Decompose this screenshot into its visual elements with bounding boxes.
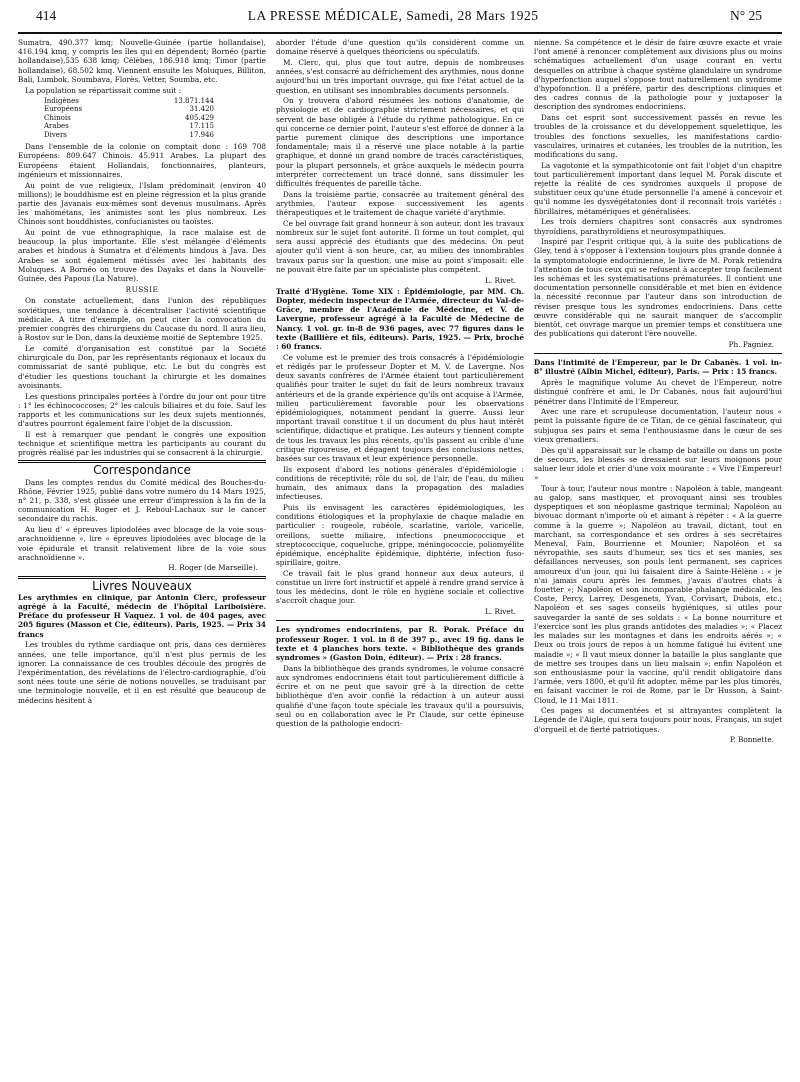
page-header <box>18 8 782 30</box>
paragraph: aborder l'étude d'une question qu'ils considèrent comme un domaine réservé à quelques théoriciens ou spéculatifs. <box>276 38 524 57</box>
section-title-livres-nouveaux: Livres Nouveaux <box>92 578 192 593</box>
section-divider <box>276 620 524 621</box>
table-row <box>44 122 214 131</box>
paragraph: Au point de vue religieux, l'Islam prédominait (environ 40 millions); le bouddhisme est en pleine régression et la plus grande partie des Javanais eux-mêmes sont devenus musulmans. Après les mahométans, les animistes sont les plus nombreux. Les Chinois sont bouddhistes, confucianistes ou taoïstes. <box>18 180 266 227</box>
signature: Ph. Pagniez. <box>728 340 774 349</box>
column-2 <box>276 38 524 747</box>
table-row <box>44 105 214 114</box>
population-table <box>44 97 214 140</box>
book-entry-heading: Les syndromes endocriniens, par R. Porak. Préface du professeur Roger. 1 vol. in 8 de 397 p., avec 19 fig. dans le texte et 4 planches hors texte. « Bibliothèque des grands syndromes » (Gaston Doin, éditeur). — Prix : 28 francs. <box>276 625 524 662</box>
book-entry-heading: Traité d'Hygiène. Tome XIX : Épidémiologie, par MM. Ch. Dopter, médecin inspecteur de l'Armée, directeur du Val-de-Grâce, membre de l'Académie de Médecine, et V. de Lavergne, professeur agrégé à la Faculté de Médecine de Nancy. 1 vol. gr. in-8 de 936 pages, avec 77 figures dans le texte (Baillière et fils, éditeurs). Paris, 1925. — Prix, broché : 60 francs. <box>276 286 524 351</box>
table-cell: 13.871.144 <box>173 96 214 105</box>
paragraph: M. Clerc, qui, plus que tout autre, depuis de nombreuses années, s'est consacré au défrichement des arythmies, nous donne aujourd'hui un très important ouvrage, qui fixe l'état actuel de la question, en utilisant ses innombrables documents personnels. <box>276 57 524 95</box>
header-rule <box>18 32 782 34</box>
table-cell: 31.420 <box>189 105 214 114</box>
paragraph: Ce volume est le premier des trois consacrés à l'épidémiologie et rédigés par le professeur Dopter et M. V. de Lavergne. Nos deux savants confrères de l'Armée étaient tout particulièrement qualifiés pour traiter le sujet du fait de leurs nombreux travaux antérieurs et de la grande expérience qu'ils ont acquise à l'Armée, milieu particulièrement favorable pour les observations épidémiologiques, notamment pendant la guerre. Aussi leur important travail constitue t il un document du plus haut intérêt scientifique, didactique et pratique. Les auteurs y tiennent compte de tous les travaux les plus récents, qu'ils passent au crible d'une critique rigoureuse, et dégagent toujours des conclusions nettes, basées sur ces travaux et leur expérience personnelle. <box>276 352 524 463</box>
signature: L. Rivet. <box>484 275 516 285</box>
paragraph: Dès qu'il apparaissait sur le champ de bataille ou dans un poste de secours, les blessés se dressaient sur leurs moignons pour saluer leur idole et crier d'une voix mourante : « Vive l'Empereur! » <box>534 445 782 483</box>
table-cell: Divers <box>44 130 67 139</box>
table-cell: Arabes <box>44 122 69 131</box>
paragraph: Dans cet esprit sont successivement passés en revue les troubles de la croissance et du développement squelettique, les troubles des fonctions sexuelles, les manifestations cardio-vasculaires, urinaires et cutanées, les troubles de la nutrition, les modifications du sang. <box>534 113 782 159</box>
paragraph: Tour à tour, l'auteur nous montre : Napoléon à table, mangeant au galop, sans mastiquer, et provoquant ainsi ses troubles dyspeptiques et son néoplasme gastrique terminal; Napoléon au bivouac dormant n'importe où et aimant à répéter : « A la guerre comme à la guerre »; Napoléon au travail, dictant, tout en marchant, sa correspondance et ses ordres à ses secrétaires Meneval, Fain, Bourrienne et Mounier; Napoléon et sa névropathie, ses sauts d'humeur, ses tics et ses manies, ses défaillances nerveuses, son pouls lent permanent, ses caprices amoureux d'un jour, qui lui faisaient dire à Sainte-Hélène : « je n'ai jamais couru après les femmes, j'avais d'autres chats à fouetter »; Napoléon et son incomparable phalange médicale, les Coste, Percy, Larrey, Desgenets, Yvan, Corvisart, Dubois, etc.; Napoléon et ses sages conseils hygiéniques, si utiles pour sauvegarder la santé de ses soldats : « La bonne nourriture et l'exercice sont les plus grands antidotes des maladies »; « Placez les malades sur les montagnes et dans les endroits aérés »; « Deux ou trois jours de repos à un homme fatigué lui évitent une maladie »; « Il vaut mieux donner la bataille la plus sanglante que de mettre ses troupes dans un lieu malsain »; enfin Napoléon et son enthousiasme pour la vaccine, qu'il rendit obligatoire dans l'armée, vers 1800, et qu'il fit adopter, même par les plus timorés, en faisant vacciner le roi de Rome, par le Dr Husson, à Saint-Cloud, le 11 Mai 1811. <box>534 483 782 705</box>
table-cell: Chinois <box>44 113 71 122</box>
page-number: 414 <box>36 8 57 23</box>
paragraph: Avec une rare et scrupuleuse documentation, l'auteur nous « peint la puissante figure de ce Titan, de ce génial fascinateur, qui subjugua ses pairs et sema l'enthousiasme dans le cœur de ses vieux grenadiers. <box>534 407 782 444</box>
signature: L. Rivet. <box>484 607 516 617</box>
paragraph: nienne. Sa compétence et le désir de faire œuvre exacte et vraie l'ont amené à renoncer complètement aux divisions plus ou moins schématiques actuellement d'un usage courant en vertu desquelles on attribue à chaque système glandulaire un syndrome d'hyperfonction auquel s'oppose tout naturellement un syndrome d'hypofonction. Il a préféré, partir des descriptions cliniques et des cadres connus de la pathologie pour y juxtaposer la description des syndromes endocriniens. <box>534 38 782 112</box>
paragraph: On constate actuellement, dans l'union des républiques soviétiques, une tendance à décentraliser l'activité scientifique médicale. A titre d'exemple, on peut citer la convocation du premier congrès des chirurgiens du Caucase du nord. Il aura lieu, à Rostov sur le Don, dans la deuxième moitié de Septembre 1925. <box>18 296 266 343</box>
signature: H. Roger (de Marseille). <box>168 563 258 573</box>
section-divider <box>534 353 782 354</box>
book-entry-heading: Dans l'intimité de l'Empereur, par le Dr Cabanès. 1 vol. in-8° illustré (Albin Michel, éditeur), Paris. — Prix : 15 francs. <box>534 358 782 377</box>
journal-title: LA PRESSE MÉDICALE, Samedi, 28 Mars 1925 <box>247 8 539 23</box>
table-cell: 17.115 <box>189 122 214 131</box>
paragraph: Les troubles du rythme cardiaque ont pris, dans ces dernières années, une telle importance, qu'il n'est plus permis de les ignorer. La connaissance de ces troubles découle des progrès de l'expérimentation, des révélations de l'électro-cardiographie, d'où sont nées toute une série de notions nouvelles, se traduisant par une terminologie nouvelle, et il en est résulté que beaucoup de médecins hésitent à <box>18 640 266 705</box>
table-cell: Européens <box>44 105 83 114</box>
paragraph: Dans les comptes rendus du Comité médical des Bouches-du-Rhône, Février 1925, publié dans votre numéro du 14 Mars 1925, n° 21, p. 338, s'est glissée une erreur d'impression à la fin de la communication H. Roger et J. Reboul-Lachaux sur le cancer secondaire du rachis. <box>18 477 266 524</box>
paragraph: Ils exposent d'abord les notions générales d'épidémiologie : conditions de réceptivité; rôle du sol, de l'air, de l'eau, du milieu humain, des animaux dans la propagation des maladies infectieuses. <box>276 464 524 502</box>
table-cell: Indigènes <box>44 96 79 105</box>
issue-number: N° 25 <box>729 8 762 23</box>
paragraph: Au lieu d' « épreuves lipiodolées avec blocage de la voie sous-arachnoïdienne », lire « épreuves lipiodolées avec blocage de la voie épidurale et transit relativement libre de la voie sous arachnoïdienne ». <box>18 525 266 562</box>
table-row <box>44 131 214 140</box>
paragraph: La population se répartissait comme suit : <box>25 85 182 95</box>
section-subhead-russie: RUSSIE <box>125 285 159 295</box>
paragraph: Ces pages si documentées et si attrayantes complètent la Légende de l'Aigle, qui sera toujours pour nous, Français, un sujet d'orgueil et de fierté patriotiques. <box>534 706 782 734</box>
paragraph: On y trouvera d'abord résumées les notions d'anatomie, de physiologie et de cardiographie strictement nécessaires, et qui servent de base obligée à l'étude du rythme pathologique. En ce qui concerne ce dernier point, l'auteur s'est efforcé de donner à la partie purement clinique des descriptions une importance fondamentale; mais il a réservé une place notable à la partie graphique, et donné un grand nombre de tracés caractéristiques, pour la plupart personnels, et grâce auxquels le médecin pourra interpréter correctement un tracé donné, sans dissimuler les difficultés fréquentes de pareille tâche. <box>276 96 524 189</box>
table-cell: 405.429 <box>185 113 214 122</box>
paragraph: Au point de vue ethnographique, la race malaise est de beaucoup la plus importante. Elle s'est mélangée d'éléments arabes et hindous à Sumatra et d'éléments hindous à Java. Des Arabes se sont également métissés avec les habitants des Moluques. A Bornéo on trouve des Dayaks et dans la Nouvelle-Guinée, des Papous (La Nature). <box>18 228 266 284</box>
paragraph: Dans l'ensemble de la colonie on comptait donc : 169 708 Européens: 809.647 Chinois. 45.911 Arabes. La plupart des Européens étaient Hollandais, fonctionnaires, planteurs, ingénieurs et missionnaires. <box>18 142 266 179</box>
paragraph: Dans la troisième partie, consacrée au traitement général des arythmies, l'auteur expose successivement les agents thérapeutiques et le traitement de chaque variété d'arythmie. <box>276 189 524 218</box>
paragraph: Les trois derniers chapitres sont consacrés aux syndromes thyroïdiens, parathyroïdiens et neurosympathiques. <box>534 217 782 236</box>
columns <box>18 38 782 747</box>
column-1 <box>18 38 266 747</box>
paragraph: Puis ils envisagent les caractères épidémiologiques, les conditions étiologiques et la prophylaxie de chaque maladie en particulier : rougeole, rubéole, scarlatine, variole, varicelle, oreillons, suette miliaire, infections pneumococcique et streptococcique, coqueluche, grippe, méningococcie, poliomyélite épidémique, encéphalite épidémique, diphtérie, infection fuso-spirillaire, goitre. <box>276 502 524 568</box>
paragraph: Il est à remarquer que pendant le congrès une exposition technique et scientifique mettra les participants au courant du progrès réalisé par les industries qui se consacrent à la chirurgie. <box>18 429 266 458</box>
paragraph: La vagotonie et la sympathicotonie ont fait l'objet d'un chapitre tout particulièrement important dans lequel M. Porak discute et rejette la réalité de ces syndromes auxquels il propose de substituer ceux qu'une étude personnelle l'a amené à concevoir et qu'il nomme les dysvégétatonies dont il reconnaît trois variétés : fibrillaires, métamériques et généralisées. <box>534 160 782 216</box>
paragraph: Inspiré par l'esprit critique qui, à la suite des publications de Gley, tend à s'opposer à l'extension toujours plus grande donnée à la symptomatologie endocrinienne, le livre de M. Porak retiendra l'attention de tous ceux qui se refusent à accepter trop facilement les schémas et les systématisations prématurées. Il contient une documentation personnelle considérable et met bien en évidence la nécessité reconnue par l'auteur dans son introduction de réviser presque tous les syndromes endocriniens. Dans cette œuvre considérable qui ne saurait manquer de s'accomplir bientôt, cet ouvrage marque un premier temps et constituera une des publications qui dateront l'ère nouvelle. <box>534 237 782 339</box>
book-entry-heading: Les arythmies en clinique, par Antonin Clerc, professeur agrégé à la Faculté, médecin de l'hôpital Lariboisière. Préface du professeur H Vaquez. 1 vol. de 404 pages, avec 205 figures (Masson et Cie, éditeurs). Paris, 1925. — Prix 34 francs <box>18 592 266 639</box>
section-title-correspondance: Correspondance <box>93 463 191 478</box>
paragraph: Ce bel ouvrage fait grand honneur à son auteur, dont les travaux nombreux sur le sujet font autorité. Il forme un tout complet, qui sera aussi apprécié des étudiants que des médecins. On peut ajouter qu'il vient à son heure, car, au milieu des innombrables travaux parus sur la question, une mise au point s'imposait: elle ne pouvait être faite par un spécialiste plus compétent. <box>276 218 524 274</box>
table-row <box>44 97 214 106</box>
paragraph: Le comité d'organisation est constitué par la Société chirurgicale du Don, par les représentants régionaux et locaux du commissariat de santé publique, etc. Le but du congrès est d'étudier les questions touchant la chirurgie et les domaines avoisinants. <box>18 343 266 390</box>
paragraph: Sumatra, 490.377 kmq; Nouvelle-Guinée (partie hollandaise), 416.194 kmq, y compris les îles qui en dépendent; Bornéo (partie hollandaise),535 638 kmq; Célèbes, 186.918 kmq; Timor (partie hollandaise), 68.502 kmq. Viennent ensuite les Moluques, Billiton, Bali, Lumbok, Soumbava, Florès, Vetter, Soumba, etc. <box>18 38 266 84</box>
column-3 <box>534 38 782 747</box>
paragraph: Les questions principales portées à l'ordre du jour ont pour titre : 1° les échinococcoses; 2° les calculs biliaires et du foie. Sauf les rapports et les communications sur les deux sujets mentionnés, d'autres pourront également faire l'objet de la discussion. <box>18 391 266 429</box>
paragraph: Dans la bibliothèque des grands syndromes, le volume consacré aux syndromes endocriniens était tout particulièrement difficile à écrire et on ne peut que savoir gré à la direction de cette bibliothèque d'en avoir confié la rédaction à un auteur aussi qualifié d'une façon toute spéciale les travaux qu'il a poursuivis, seul ou en collaboration avec le Pr Claude, sur cette épineuse question de la pathologie endocri- <box>276 663 524 728</box>
signature: P. Bonnette. <box>729 735 774 745</box>
table-row <box>44 114 214 123</box>
table-cell: 17.946 <box>189 130 214 139</box>
paragraph: Après le magnifique volume Au chevet de l'Empereur, notre distingué confrère et ami, le Dr Cabanès, nous fait aujourd'hui pénétrer dans l'Intimité de l'Empereur. <box>534 378 782 406</box>
paragraph: Ce travail fait le plus grand honneur aux deux auteurs, il constitue un livre fort instructif et appelé à rendre grand service à tous les médecins, dont le rôle en hygiène sociale et collective s'accroît chaque jour. <box>276 568 524 606</box>
